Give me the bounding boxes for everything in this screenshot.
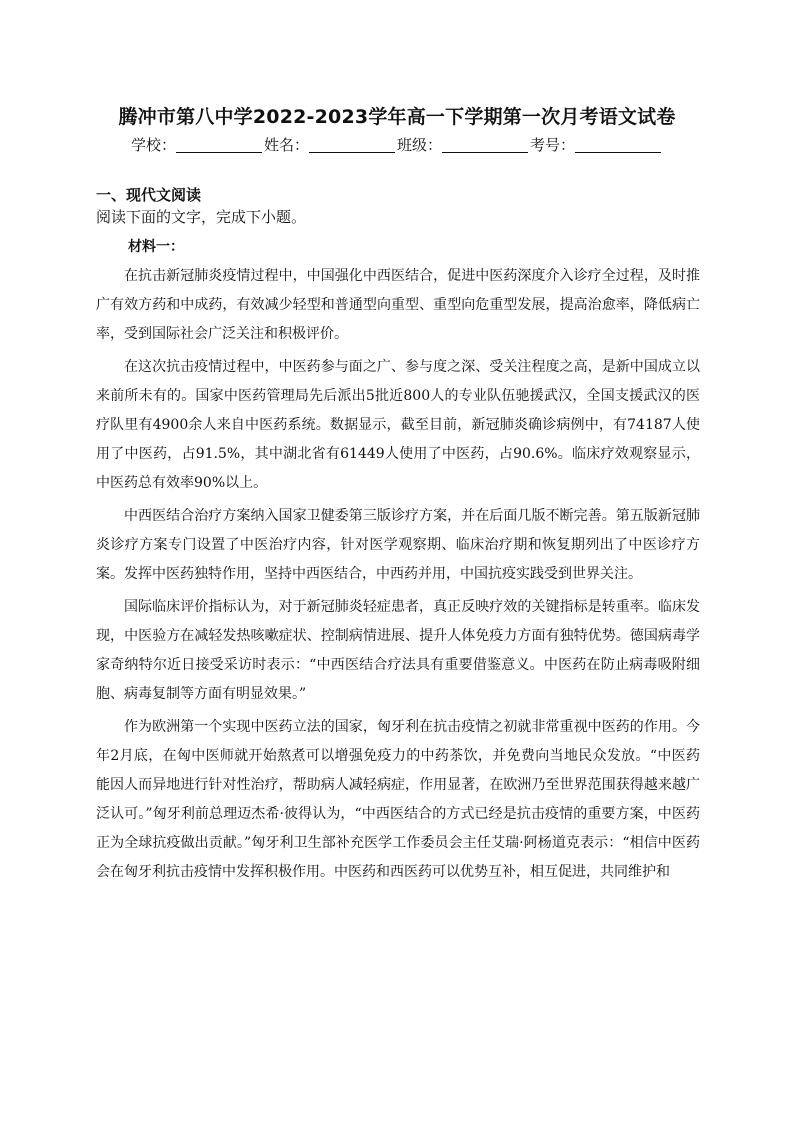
name-label: 姓名： — [263, 136, 309, 154]
student-info-row — [0, 134, 794, 155]
exam-number-blank[interactable] — [575, 138, 661, 153]
class-label: 班级： — [397, 136, 443, 154]
section-heading: 一、现代文阅读 — [96, 186, 202, 204]
school-blank[interactable] — [176, 138, 262, 153]
exam-number-label: 考号： — [530, 136, 576, 154]
school-label: 学校： — [130, 136, 176, 154]
passage-body — [96, 262, 700, 891]
class-blank[interactable] — [442, 138, 528, 153]
reading-instruction: 阅读下面的文字，完成下小题。 — [96, 208, 307, 226]
passage-paragraph: 在这次抗击疫情过程中，中医药参与面之广、参与度之深、受关注程度之高，是新中国成立以来前所未有的。国家中医药管理局先后派出5批近800人的专业队伍驰援武汉，全国支援武汉的医疗队里有4900余人来自中医药系统。数据显示，截至目前，新冠肺炎确诊病例中，有74187人使用了中医药，占91.5%，其中湖北省有61449人使用了中医药，占90.6%。临床疗效观察显示，中医药总有效率90%以上。 — [96, 359, 700, 491]
material-label: 材料一： — [128, 239, 184, 255]
school-field — [131, 134, 264, 155]
exam-number-field — [530, 134, 663, 155]
name-field — [264, 134, 397, 155]
passage-paragraph: 作为欧洲第一个实现中医药立法的国家，匈牙利在抗击疫情之初就非常重视中医药的作用。今年2月底，在匈中医师就开始熬煮可以增强免疫力的中药茶饮，并免费向当地民众发放。“中医药能因人而异地进行针对性治疗，帮助病人减轻病症，作用显著，在欧洲乃至世界范围获得越来越广泛认可。”匈牙利前总理迈杰希·彼得认为，“中西医结合的方式已经是抗击疫情的重要方案，中医药正为全球抗疫做出贡献。”匈牙利卫生部补充医学工作委员会主任艾瑞·阿杨道克表示：“相信中医药会在匈牙利抗击疫情中发挥积极作用。中医药和西医药可以优势互补，相互促进，共同维护和 — [96, 719, 700, 880]
passage-paragraph: 中西医结合治疗方案纳入国家卫健委第三版诊疗方案，并在后面几版不断完善。第五版新冠肺炎诊疗方案专门设置了中医治疗内容，针对医学观察期、临床治疗期和恢复期列出了中医诊疗方案。发挥中医药独特作用，坚持中西医结合，中西药并用，中国抗疫实践受到世界关注。 — [96, 508, 700, 582]
class-field — [397, 134, 530, 155]
name-blank[interactable] — [309, 138, 395, 153]
passage-paragraph: 国际临床评价指标认为，对于新冠肺炎轻症患者，真正反映疗效的关键指标是转重率。临床发现，中医验方在减轻发热咳嗽症状、控制病情进展、提升人体免疫力方面有独特优势。德国病毒学家奇纳特尔近日接受采访时表示：“中西医结合疗法具有重要借鉴意义。中医药在防止病毒吸附细胞、病毒复制等方面有明显效果。” — [96, 599, 700, 702]
passage-paragraph: 在抗击新冠肺炎疫情过程中，中国强化中西医结合，促进中医药深度介入诊疗全过程，及时推广有效方药和中成药，有效减少轻型和普通型向重型、重型向危重型发展，提高治愈率，降低病亡率，受到国际社会广泛关注和积极评价。 — [96, 268, 700, 342]
exam-title: 腾冲市第八中学2022-2023学年高一下学期第一次月考语文试卷 — [118, 106, 676, 128]
